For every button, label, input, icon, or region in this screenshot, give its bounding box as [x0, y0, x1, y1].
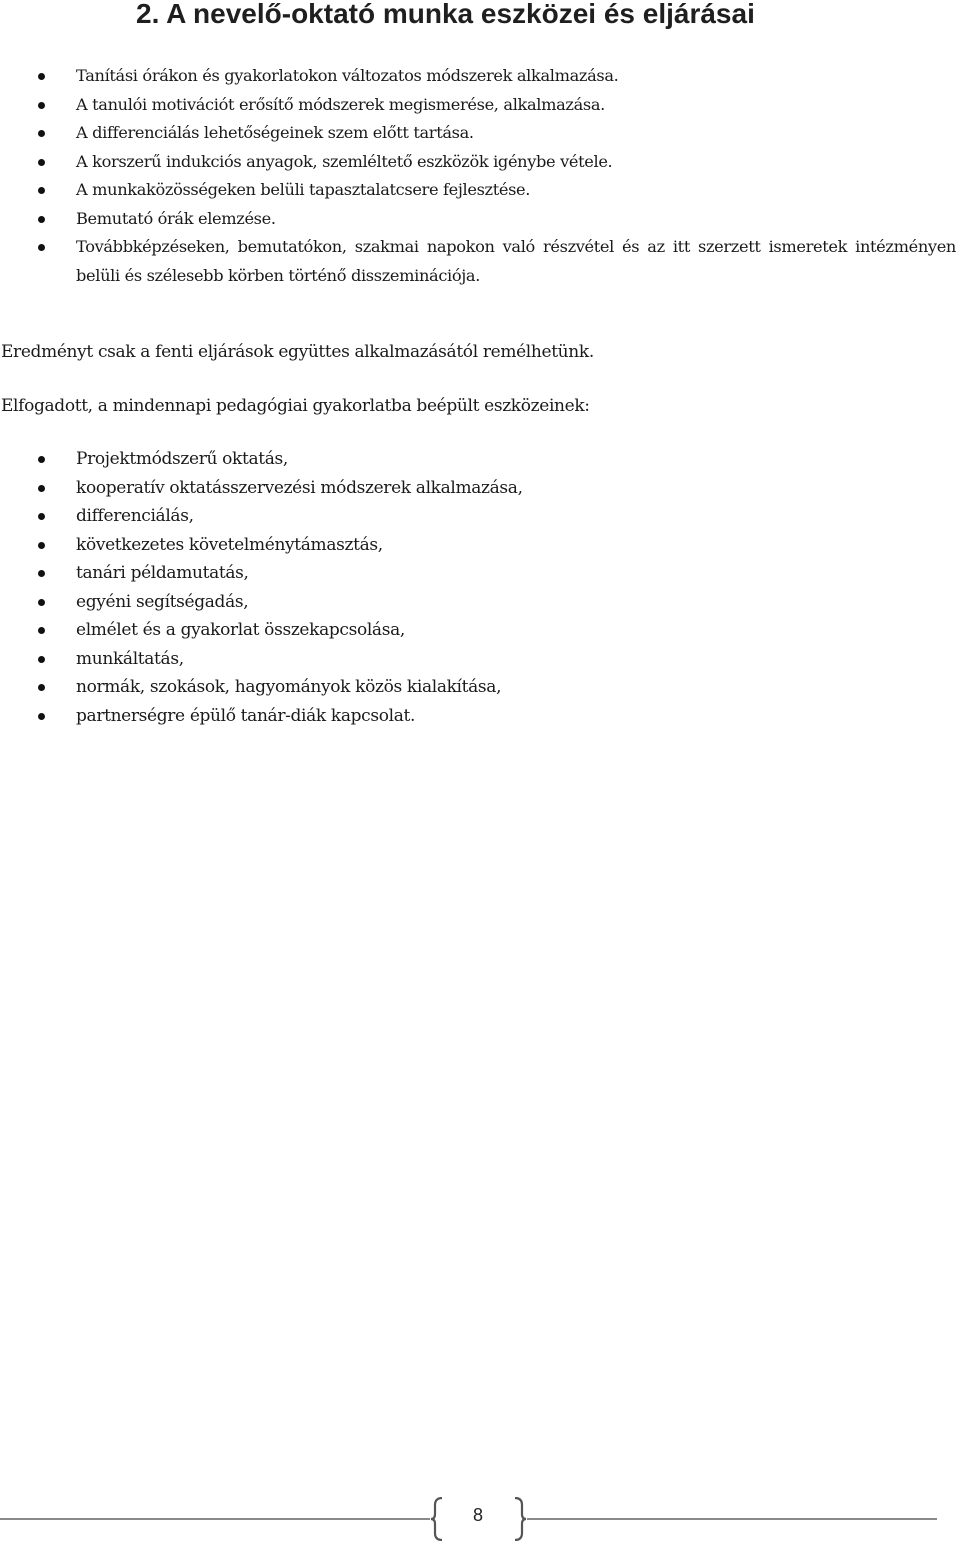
list-item [0, 559, 960, 588]
tools-bullet-list [0, 445, 960, 730]
list-item [0, 176, 960, 205]
list-item [0, 673, 960, 702]
list-item-text: tanári példamutatás, [76, 563, 249, 583]
list-item-text: Bemutató órák elemzése. [76, 208, 276, 228]
list-item [0, 616, 960, 645]
bullet-icon [38, 713, 45, 720]
list-item [0, 205, 960, 234]
bullet-icon [38, 456, 45, 463]
bullet-icon [38, 627, 45, 634]
list-item-text: A differenciálás lehetőségeinek szem előtt tartása. [76, 123, 474, 142]
list-item [0, 148, 960, 177]
list-item [0, 445, 960, 474]
list-item [0, 474, 960, 503]
bullet-icon [38, 130, 45, 137]
page-number: 8 [472, 1505, 483, 1525]
list-item [0, 233, 960, 290]
page-footer [0, 1493, 960, 1543]
bullet-icon [38, 513, 45, 520]
bullet-icon [38, 542, 45, 549]
bullet-icon [38, 684, 45, 691]
list-item-text: kooperatív oktatásszervezési módszerek alkalmazása, [76, 477, 523, 498]
list-item-text: differenciálás, [76, 506, 194, 526]
bullet-icon [38, 656, 45, 663]
list-item-text: következetes követelménytámasztás, [76, 534, 383, 555]
tools-intro-paragraph: Elfogadott, a mindennapi pedagógiai gyakorlatba beépült eszközeinek: [1, 396, 590, 416]
list-item-text: egyéni segítségadás, [76, 591, 249, 612]
list-item-text: partnerségre épülő tanár-diák kapcsolat. [76, 705, 416, 726]
bullet-icon [38, 599, 45, 606]
list-item-text: munkáltatás, [76, 648, 184, 669]
list-item [0, 119, 960, 148]
footer-rule-right [527, 1518, 937, 1520]
list-item [0, 502, 960, 531]
bullet-icon [38, 216, 45, 223]
methods-bullet-list [0, 62, 960, 290]
bullet-icon [38, 485, 45, 492]
list-item-text: Tanítási órákon és gyakorlatokon változatos módszerek alkalmazása. [76, 66, 619, 85]
bullet-icon [38, 159, 45, 166]
list-item [0, 531, 960, 560]
bullet-icon [38, 244, 45, 251]
left-brace-icon [430, 1497, 444, 1541]
list-item-text: A munkaközösségeken belüli tapasztalatcsere fejlesztése. [76, 180, 531, 199]
list-item-text: A korszerű indukciós anyagok, szemléltető eszközök igénybe vétele. [76, 151, 613, 171]
result-paragraph: Eredményt csak a fenti eljárások együttes alkalmazásától remélhetünk. [1, 342, 594, 362]
bullet-icon [38, 73, 45, 80]
list-item-text: normák, szokások, hagyományok közös kialakítása, [76, 677, 502, 697]
footer-rule-left [0, 1518, 430, 1520]
section-heading: 2. A nevelő-oktató munka eszközei és eljárásai [136, 0, 755, 29]
bullet-icon [38, 187, 45, 194]
list-item [0, 588, 960, 617]
bullet-icon [38, 102, 45, 109]
list-item [0, 645, 960, 674]
list-item-text: elmélet és a gyakorlat összekapcsolása, [76, 620, 405, 640]
bullet-icon [38, 570, 45, 577]
list-item-text: Projektmódszerű oktatás, [76, 449, 288, 469]
list-item-text: A tanulói motivációt erősítő módszerek megismerése, alkalmazása. [76, 94, 605, 114]
list-item [0, 91, 960, 120]
list-item [0, 62, 960, 91]
list-item-text: Továbbképzéseken, bemutatókon, szakmai napokon való részvétel és az itt szerzett ismeretek intézményen belüli és szélesebb körben történő disszeminációja. [76, 237, 956, 285]
list-item [0, 702, 960, 731]
right-brace-icon [513, 1497, 527, 1541]
